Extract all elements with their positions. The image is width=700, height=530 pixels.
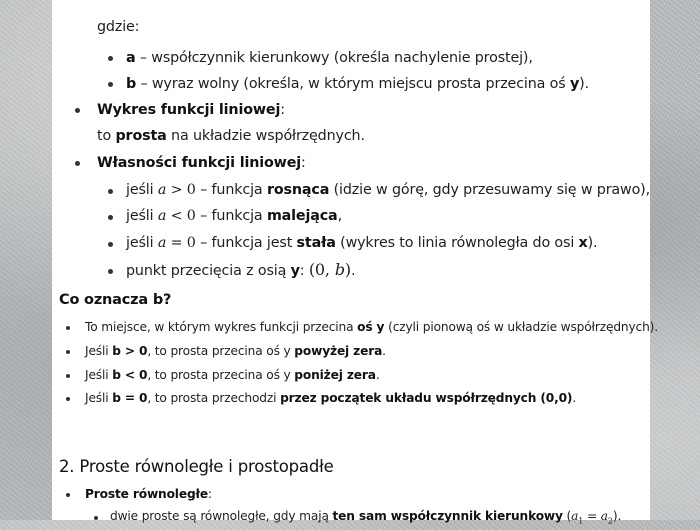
axis-x-label: x	[578, 235, 588, 251]
item-text-end: .	[572, 391, 577, 405]
property-prefix: jeśli	[126, 208, 158, 224]
property-mid: – funkcja jest	[195, 235, 297, 251]
item-text-end: .	[382, 344, 386, 358]
math-op: =	[583, 509, 601, 523]
bullet-icon	[108, 242, 113, 247]
math-subscript: 1	[578, 516, 584, 526]
where-label: gdzie:	[97, 19, 140, 35]
bullet-icon	[108, 82, 113, 87]
math-expression	[158, 182, 196, 198]
item-text-end: (czyli pionową oś w układzie współrzędnych).	[384, 320, 658, 334]
item-text: Jeśli	[85, 391, 113, 405]
item-text-mid: , to prosta przecina oś y	[147, 368, 295, 382]
property-suffix: .	[351, 263, 356, 279]
b-meaning-item	[85, 342, 386, 360]
bullet-icon	[108, 56, 113, 61]
item-bold: b = 0	[112, 391, 148, 405]
math-op: > 0	[166, 182, 196, 198]
axis-y-label: y	[569, 76, 580, 92]
graph-colon: :	[280, 102, 285, 118]
graph-desc-after: na układzie współrzędnych.	[166, 128, 365, 144]
bullet-icon	[108, 269, 113, 274]
property-item	[126, 261, 355, 280]
param-a	[126, 49, 533, 67]
math-expression	[309, 260, 351, 279]
item-text-end: .	[375, 368, 380, 382]
param-description: – współczynnik kierunkowy (określa nachylenie prostej),	[135, 50, 533, 66]
section-2-heading: 2. Proste równoległe i prostopadłe	[59, 457, 334, 476]
param-term: a	[126, 50, 136, 66]
graph-desc-bold: prosta	[115, 128, 167, 144]
math-var: a	[157, 208, 167, 224]
property-item	[126, 234, 597, 252]
bullet-icon	[75, 108, 80, 113]
bullet-icon	[108, 215, 113, 220]
property-suffix: (idzie w górę, gdy przesuwamy się w prawo),	[329, 182, 651, 198]
paren-close: ).	[612, 509, 622, 523]
math-var: a	[157, 182, 167, 198]
b-meaning-item	[85, 389, 576, 407]
math-expression	[571, 509, 613, 526]
math-op: = 0	[166, 235, 196, 251]
math-close: )	[344, 260, 351, 279]
math-var: a	[157, 235, 167, 251]
math-open: (0,	[308, 260, 335, 279]
document-page	[52, 0, 658, 526]
paren-open: (	[562, 509, 572, 523]
bullet-icon	[66, 326, 70, 330]
item-text: Jeśli	[85, 344, 113, 358]
property-prefix: punkt przecięcia z osią	[126, 263, 291, 279]
property-item	[126, 181, 650, 199]
bullet-icon	[75, 161, 80, 166]
math-expression	[158, 208, 196, 224]
math-var: b	[334, 260, 345, 279]
properties-title: Własności funkcji liniowej	[97, 155, 302, 171]
item-text-mid: , to prosta przecina oś y	[147, 344, 295, 358]
property-prefix: jeśli	[126, 235, 158, 251]
math-expression	[158, 235, 196, 251]
property-colon: :	[299, 263, 309, 279]
parallel-colon: :	[208, 487, 212, 501]
item-bold: oś y	[357, 320, 385, 334]
param-description-end: ).	[579, 76, 589, 92]
property-prefix: jeśli	[126, 182, 158, 198]
parallel-heading	[85, 485, 212, 503]
property-bold: rosnąca	[266, 182, 330, 198]
item-bold: ten sam współczynnik kierunkowy	[332, 509, 563, 523]
math-op: < 0	[166, 208, 196, 224]
graph-description	[97, 127, 365, 145]
parallel-item	[110, 507, 621, 530]
bullet-icon	[66, 374, 70, 378]
property-mid: – funkcja	[195, 208, 267, 224]
graph-heading	[97, 101, 285, 119]
b-meaning-item	[85, 318, 658, 336]
properties-colon: :	[301, 155, 306, 171]
item-text: dwie proste są równoległe, gdy mają	[110, 509, 333, 523]
properties-heading	[97, 154, 306, 172]
param-description: – wyraz wolny (określa, w którym miejscu prosta przecina oś	[136, 76, 570, 92]
item-text: To miejsce, w którym wykres funkcji przecina	[85, 320, 358, 334]
property-suffix: (wykres to linia równoległa do osi	[335, 235, 579, 251]
property-suffix-end: ).	[587, 235, 598, 251]
item-bold-2: przez początek układu współrzędnych (0,0)	[280, 391, 573, 405]
bullet-icon	[94, 516, 98, 520]
math-var: a	[571, 509, 579, 523]
item-bold: b > 0	[112, 344, 148, 358]
bullet-icon	[108, 189, 113, 194]
item-bold-2: powyżej zera	[294, 344, 383, 358]
parallel-title: Proste równoległe	[85, 487, 209, 501]
property-suffix: ,	[337, 208, 342, 224]
item-bold-2: poniżej zera	[294, 368, 376, 382]
bullet-icon	[66, 350, 70, 354]
param-b	[126, 75, 589, 93]
bullet-icon	[66, 397, 70, 401]
axis-y-label: y	[290, 263, 300, 279]
item-text-mid: , to prosta przechodzi	[147, 391, 281, 405]
b-meaning-heading: Co oznacza b?	[59, 292, 172, 308]
item-text: Jeśli	[85, 368, 113, 382]
property-mid: – funkcja	[195, 182, 267, 198]
param-term: b	[126, 76, 137, 92]
graph-title: Wykres funkcji liniowej	[97, 102, 281, 118]
math-var: a	[600, 509, 608, 523]
math-subscript: 2	[607, 516, 613, 526]
item-bold: b < 0	[112, 368, 148, 382]
graph-desc-before: to	[97, 128, 116, 144]
property-bold: malejąca	[266, 208, 338, 224]
b-meaning-item	[85, 366, 380, 384]
bullet-icon	[66, 493, 70, 497]
property-item	[126, 207, 342, 225]
property-bold: stała	[296, 235, 336, 251]
